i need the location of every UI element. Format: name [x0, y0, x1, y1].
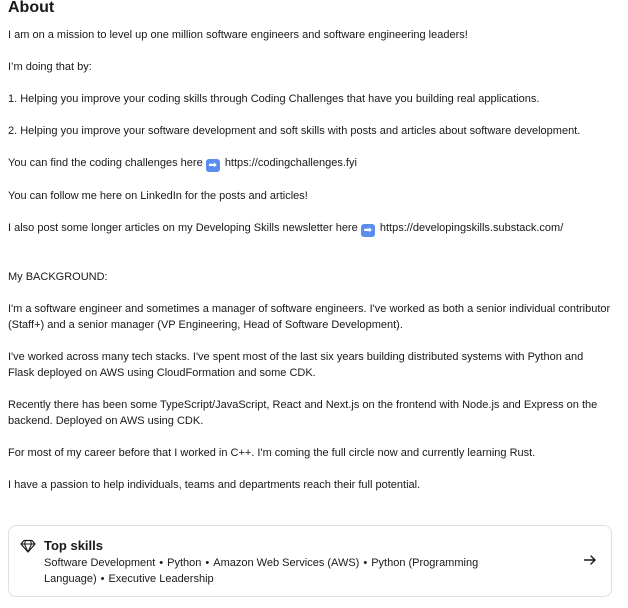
about-paragraph-background: I'm a software engineer and sometimes a manager of software engineers. I've worked as both a senior individual contributor (Staff+) and a senior manager (VP Engineering, Head of Software Development).: [8, 303, 611, 331]
about-paragraph-passion: I have a passion to help individuals, teams and departments reach their full potential.: [8, 479, 421, 491]
about-paragraph-doing: I’m doing that by:: [8, 61, 92, 73]
about-paragraph-challenges: [8, 155, 612, 172]
about-paragraph-recent: Recently there has been some TypeScript/JavaScript, React and Next.js on the frontend with Node.js and Express on the backend. Deployed on AWS using CDK.: [8, 399, 598, 427]
skill-separator: •: [363, 557, 368, 569]
newsletter-link[interactable]: https://developingskills.substack.com/: [379, 222, 564, 234]
about-paragraph-point-1: 1. Helping you improve your coding skills through Coding Challenges that have you building real applications.: [8, 93, 540, 105]
about-paragraph-career: For most of my career before that I worked in C++. I'm coming the full circle now and currently learning Rust.: [8, 447, 536, 459]
skill-item: Python (Programming Language): [44, 557, 479, 585]
skill-item: Software Development: [44, 557, 156, 569]
right-arrow-emoji-icon: ➡: [206, 159, 220, 172]
about-paragraph-mission: I am on a mission to level up one million software engineers and software engineering leaders!: [8, 29, 468, 41]
top-skills-card[interactable]: [8, 525, 612, 597]
arrow-right-icon[interactable]: [583, 553, 597, 567]
about-paragraph-background-heading: My BACKGROUND:: [8, 271, 108, 283]
skill-separator: •: [159, 557, 164, 569]
skill-item: Amazon Web Services (AWS): [213, 557, 360, 569]
challenges-text: You can find the coding challenges here: [8, 157, 206, 169]
top-skills-list: [44, 555, 574, 587]
top-skills-title: Top skills: [44, 538, 103, 553]
newsletter-text: I also post some longer articles on my Developing Skills newsletter here: [8, 222, 361, 234]
skill-separator: •: [100, 573, 105, 585]
challenges-link[interactable]: https://codingchallenges.fyi: [224, 157, 357, 169]
about-paragraph-tech-stacks: I've worked across many tech stacks. I've spent most of the last six years building distributed systems with Python and Flask deployed on AWS using CloudFormation and some CDK.: [8, 351, 584, 379]
about-section: [8, 0, 620, 509]
diamond-icon: [20, 538, 36, 554]
skill-item: Python: [167, 557, 202, 569]
skill-separator: •: [205, 557, 210, 569]
about-paragraph-point-2: 2. Helping you improve your software development and soft skills with posts and articles about software development.: [8, 125, 581, 137]
skill-item: Executive Leadership: [108, 573, 214, 585]
about-title: About: [8, 0, 55, 16]
right-arrow-emoji-icon: ➡: [361, 224, 375, 237]
about-text: [8, 27, 612, 493]
about-paragraph-newsletter: [8, 220, 612, 237]
about-paragraph-linkedin: You can follow me here on LinkedIn for the posts and articles!: [8, 190, 308, 202]
